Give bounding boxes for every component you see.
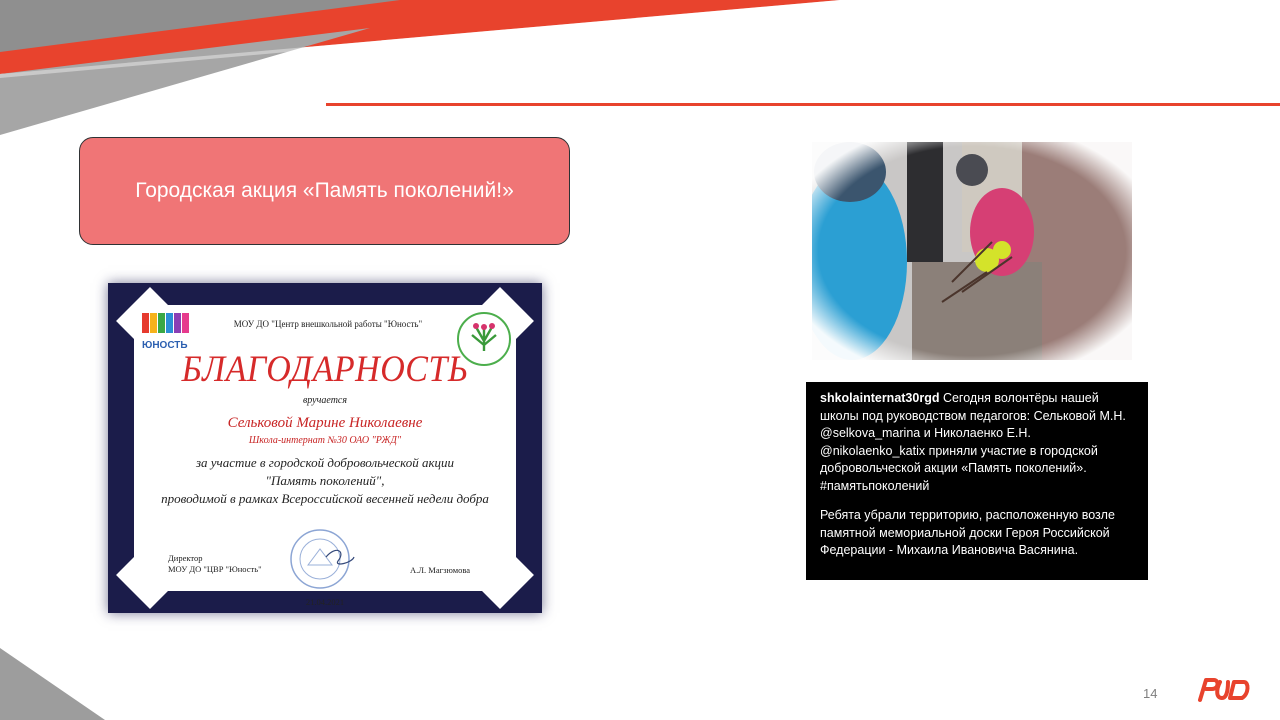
certificate-awarded: вручается xyxy=(302,395,348,406)
certificate-director: Директор МОУ ДО "ЦВР "Юность" xyxy=(168,553,262,574)
caption-paragraph-1 xyxy=(820,390,1134,495)
stamp-icon xyxy=(286,527,356,591)
slide-title: Городская акция «Память поколений!» xyxy=(135,179,514,202)
slide-title-box xyxy=(79,137,570,245)
svg-text:ЮНОСТЬ: ЮНОСТЬ xyxy=(142,340,188,351)
certificate-recipient: Сельковой Марине Николаевне xyxy=(227,415,423,431)
certificate-reason-line2: "Память поколений", xyxy=(265,473,385,488)
certificate-school: Школа-интернат №30 ОАО "РЖД" xyxy=(248,435,402,446)
footer-triangle xyxy=(0,0,120,720)
certificate-date: 21.04.2021 xyxy=(305,597,345,607)
certificate-image xyxy=(108,283,542,613)
page-number: 14 xyxy=(1143,686,1158,701)
volunteers-photo xyxy=(812,142,1132,360)
certificate-organization: МОУ ДО "Центр внешкольной работы "Юность" xyxy=(233,319,423,329)
caption-text-1: Сегодня волонтёры нашей школы под руководством педагогов: Сельковой М.Н. @selkova_marina и Николаенко Е.Н. @nikolaenko_katix приняли участие в городской добровольческой акции «Память поколений». #памятьпоколений xyxy=(820,391,1126,493)
caption-username: shkolainternat30rgd xyxy=(820,391,940,405)
certificate-reason-line3: проводимой в рамках Всероссийской весенней недели добра xyxy=(161,491,489,506)
yunost-logo xyxy=(142,313,192,353)
certificate-title: БЛАГОДАРНОСТЬ xyxy=(181,349,469,390)
header-stripes xyxy=(0,0,1280,140)
certificate-reason-line1: за участие в городской добровольческой акции xyxy=(195,455,455,470)
instagram-caption xyxy=(806,382,1148,580)
certificate-signer: А.Л. Магзюмова xyxy=(410,565,470,575)
rzd-logo-icon xyxy=(1196,676,1254,704)
caption-paragraph-2: Ребята убрали территорию, расположенную возле памятной мемориальной доски Героя Российской Федерации - Михаила Ивановича Васянина. xyxy=(820,508,1115,557)
